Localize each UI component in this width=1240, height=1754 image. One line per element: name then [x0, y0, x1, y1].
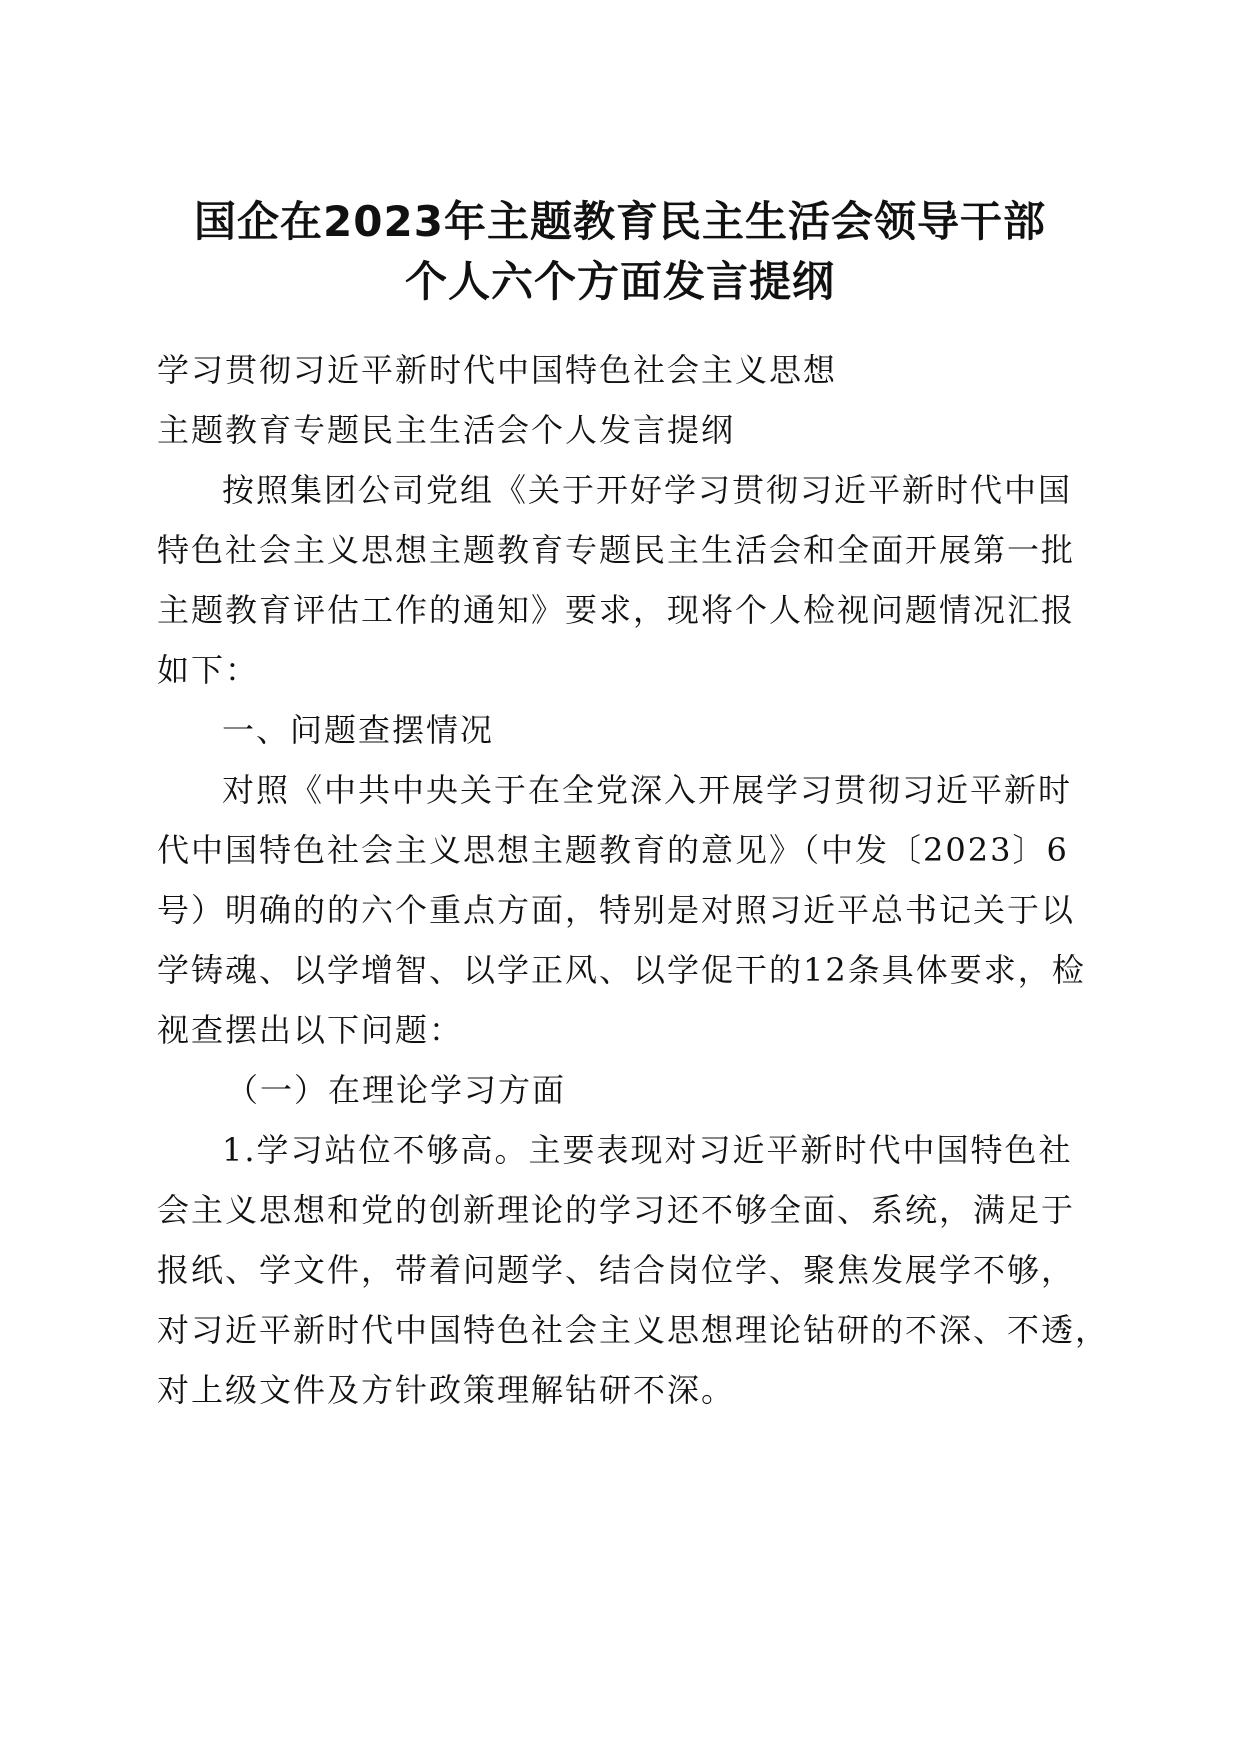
intro-line-4: 如下： [157, 651, 260, 689]
item-1-line-5: 对上级文件及方针政策理解钻研不深。 [157, 1371, 736, 1409]
section-1-heading: 一、问题查摆情况 [222, 711, 495, 749]
intro-line-2: 特色社会主义思想主题教育专题民主生活会和全面开展第一批 [157, 531, 1076, 569]
section-1-line-2: 代中国特色社会主义思想主题教育的意见》（中发〔2023〕6 [157, 831, 1069, 869]
section-1-line-1: 对照《中共中央关于在全党深入开展学习贯彻习近平新时 [222, 771, 1073, 809]
section-1-line-4: 学铸魂、以学增智、以学正风、以学促干的12条具体要求，检 [157, 951, 1086, 989]
document-title-line-2: 个人六个方面发言提纲 [404, 257, 835, 306]
section-1-line-3: 号）明确的的六个重点方面，特别是对照习近平总书记关于以 [157, 891, 1076, 929]
item-1-line-1: 1.学习站位不够高。主要表现对习近平新时代中国特色社 [222, 1131, 1073, 1169]
item-1-line-2: 会主义思想和党的创新理论的学习还不够全面、系统，满足于 [157, 1191, 1076, 1229]
item-1-line-3: 报纸、学文件，带着问题学、结合岗位学、聚焦发展学不够， [157, 1251, 1076, 1289]
intro-line-1: 按照集团公司党组《关于开好学习贯彻习近平新时代中国 [222, 471, 1073, 509]
subtitle-line-2: 主题教育专题民主生活会个人发言提纲 [157, 411, 736, 449]
document-title-line-1: 国企在2023年主题教育民主生活会领导干部 [194, 197, 1046, 246]
section-1-line-5: 视查摆出以下问题： [157, 1011, 464, 1049]
subtitle-line-1: 学习贯彻习近平新时代中国特色社会主义思想 [157, 351, 838, 389]
intro-line-3: 主题教育评估工作的通知》要求，现将个人检视问题情况汇报 [157, 591, 1076, 629]
item-1-line-4: 对习近平新时代中国特色社会主义思想理论钻研的不深、不透， [157, 1311, 1110, 1349]
subsection-1-heading: （一）在理论学习方面 [226, 1071, 567, 1109]
